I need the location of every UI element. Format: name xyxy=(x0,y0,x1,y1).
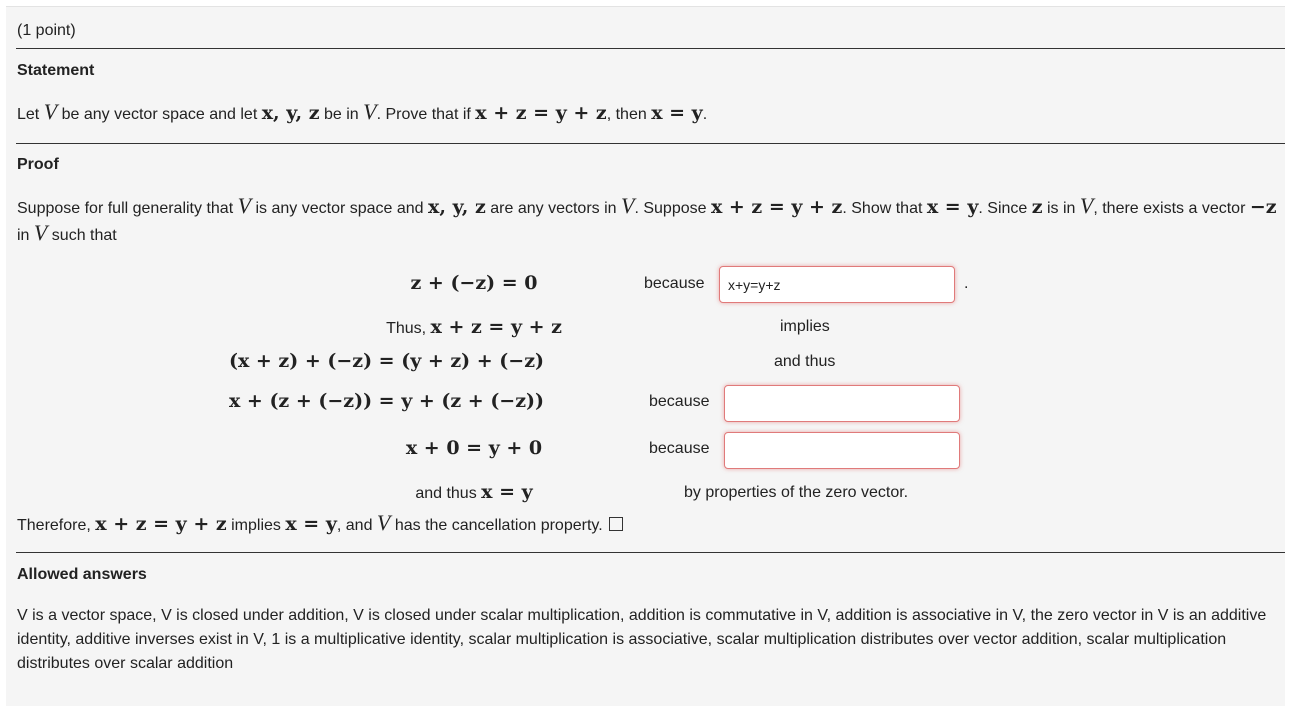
proof-conclusion: Therefore, x + z = y + z implies x = y, and V has the cancellation property. xyxy=(17,511,1277,538)
row-1-period: . xyxy=(964,275,969,292)
points-label: (1 point) xyxy=(17,22,76,39)
proof-row-6-reason: by properties of the zero vector. xyxy=(684,484,909,501)
proof-row-1-math: z + (−z) = 0 xyxy=(410,272,538,294)
proof-row-2-math: Thus, x + z = y + z xyxy=(386,316,562,338)
proof-heading: Proof xyxy=(17,156,59,173)
proof-row-1-reason: because xyxy=(644,275,705,292)
answer-input-2[interactable] xyxy=(724,385,960,422)
proof-row-4-reason: because xyxy=(649,393,710,410)
qed-box xyxy=(609,517,623,531)
proof-row-3-reason: and thus xyxy=(774,353,836,370)
divider-proof xyxy=(16,552,1285,553)
problem-panel xyxy=(6,6,1285,706)
allowed-text: V is a vector space, V is closed under addition, V is closed under scalar multiplication, addition is commutative in V, addition is associative in V, the zero vector in V is an additive identity, additive inverses exist in V, 1 is a multiplicative identity, scalar multiplication is associative, scalar multiplication distributes over vector addition, scalar multiplication distributes over scalar addition xyxy=(17,607,1267,672)
proof-row-5-math: x + 0 = y + 0 xyxy=(405,437,543,459)
answer-input-1[interactable] xyxy=(719,266,955,303)
proof-row-3-math: (x + z) + (−z) = (y + z) + (−z) xyxy=(228,350,544,372)
answer-input-3[interactable] xyxy=(724,432,960,469)
proof-row-4-math: x + (z + (−z)) = y + (z + (−z)) xyxy=(228,390,544,412)
allowed-heading: Allowed answers xyxy=(17,566,147,583)
proof-row-5-reason: because xyxy=(649,440,710,457)
proof-row-2-reason: implies xyxy=(780,318,830,335)
proof-intro: Suppose for full generality that V is any vector space and x, y, z are any vectors in V. Suppose x + z = y + z. Show that x = y. Since z is in V, there exists a vector −z in V such that xyxy=(17,193,1277,245)
statement-text: Let V be any vector space and let x, y, z be in V. Prove that if x + z = y + z, then x = y. xyxy=(17,99,708,124)
proof-row-6-math: and thus x = y xyxy=(415,481,533,503)
divider-statement xyxy=(16,143,1285,144)
statement-heading: Statement xyxy=(17,62,95,79)
divider-top xyxy=(16,48,1285,49)
